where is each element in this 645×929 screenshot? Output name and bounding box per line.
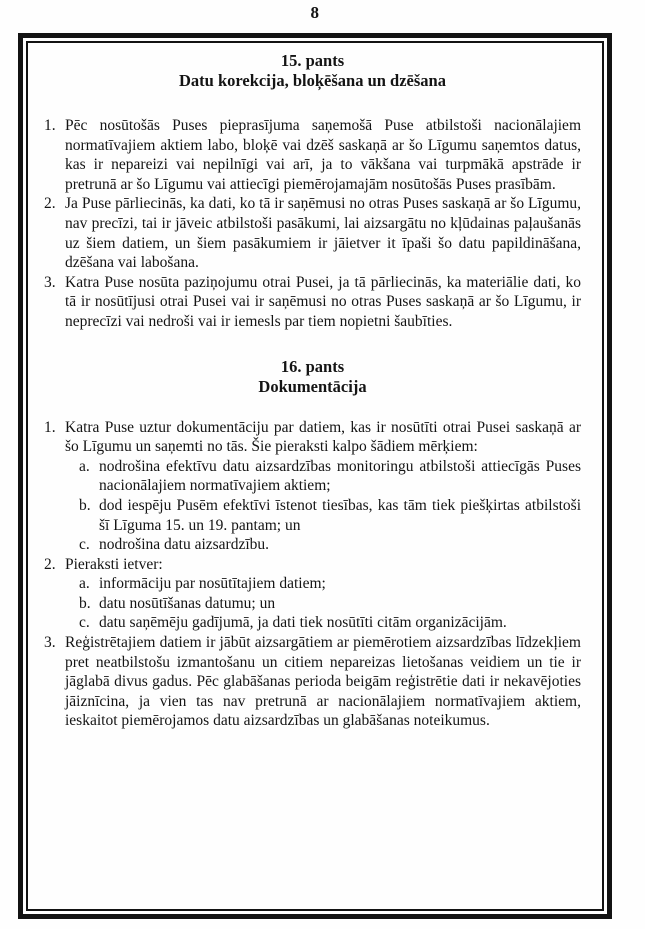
item-marker: 3. [44,273,56,291]
article-16-title: 16. pants [280,356,345,376]
subitem-marker: c. [79,536,90,554]
subitem-text: datu nosūtīšanas datumu; un [99,594,276,612]
item-body [65,418,581,555]
subitem-text: nodrošina datu aizsardzību. [99,536,270,554]
item-text: Katra Puse nosūta paziņojumu otrai Pusei, ja tā pārliecinās, ka materiālie dati, ko tā ir nosūtījusi otrai Pusei vai ir saņēmusi no otras Puses saskaņā ar šo Līgumu, ir neprecīzi vai nedroši vai ir iemesls par tiem nopietni šaubīties. [65,273,581,330]
article-16-heading [44,357,581,397]
article-16-subtitle: Dokumentācija [258,376,367,396]
subitem-text: dod iespēju Pusēm efektīvi īstenot tiesības, kas tām tiek piešķirtas atbilstoši šī Līguma 15. un 19. pantam; un [99,496,581,534]
item-text: Katra Puse uztur dokumentāciju par datiem, kas ir nosūtīti otrai Pusei saskaņā ar šo Līgumu un saņemti no tās. Šie pieraksti kalpo šādiem mērķiem: [65,418,581,456]
subitem-marker: c. [79,614,90,632]
document-frame-outer [18,33,612,919]
list-item [44,273,581,332]
item-body [65,116,581,194]
item-text: Ja Puse pārliecinās, ka dati, ko tā ir saņēmusi no otras Puses saskaņā ar šo Līgumu, nav precīzi, tai ir jāveic atbilstoši pasākumi, lai aizsargātu no kļūdainas paļaušanās uz šiem datiem, un šiem pasākumiem ir jāietver it īpaši šo datu papildināšana, dzēšana vai labošana. [65,195,581,272]
item-marker: 2. [44,555,56,573]
item-marker: 2. [44,195,56,213]
sub-list-item [79,613,581,633]
item-text: Pieraksti ietver: [65,555,163,573]
article-15-heading [44,51,581,91]
sub-list-item [79,457,581,496]
subitem-marker: a. [79,457,90,475]
list-item [44,194,581,272]
item-text: Reģistrētajiem datiem ir jābūt aizsargātiem ar piemērotiem aizsardzības līdzekļiem pret neatbilstošu izmantošanu un citiem nepareizas lietošanas veidiem un tie ir jāglabā divus gadus. Pēc glabāšanas perioda beigām reģistrētie dati ir nekavējoties jāiznīcina, ja vien tas nav pretrunā ar nacionālajiem normatīvajiem aktiem, ieskaitot piemērojamos datu aizsardzības un glabāšanas noteikumus. [65,634,581,730]
item-body [65,273,581,332]
subitem-marker: b. [79,594,91,612]
document-frame-inner [26,41,604,911]
list-item [44,116,581,194]
sub-list-item [79,574,581,594]
item-marker: 1. [44,117,56,134]
subitem-marker: a. [79,575,90,593]
article-15-section [44,51,581,332]
article-15-title: 15. pants [280,51,345,70]
sub-list-item [79,594,581,614]
article-16-section [44,357,581,732]
item-marker: 3. [44,634,56,652]
list-item [44,633,581,731]
sub-list-item [79,496,581,535]
subitem-marker: b. [79,496,91,514]
list-item [44,555,581,633]
list-item [44,418,581,555]
page-number: 8 [310,3,320,22]
item-text: Pēc nosūtošās Puses pieprasījuma saņemošā Puse atbilstoši nacionālajiem normatīvajiem aktiem labo, bloķē vai dzēš saskaņā ar šo Līgumu saņemtos datus, kas ir nepareizi vai nepilnīgi vai arī, ja to vākšana vai turpmākā apstrāde ir pretrunā ar šo Līgumu vai attiecīgi piemērojamajām nosūtošās Puses prasībām. [65,117,581,193]
item-body [65,194,581,272]
subitem-text: datu saņēmēju gadījumā, ja dati tiek nosūtīti citām organizācijām. [99,614,507,632]
subitem-text: nodrošina efektīvu datu aizsardzības monitoringu atbilstoši attiecīgās Puses nacionālajiem normatīvajiem aktiem; [99,457,581,495]
article-15-subtitle: Datu korekcija, bloķēšana un dzēšana [179,71,446,90]
subitem-text: informāciju par nosūtītajiem datiem; [99,575,326,593]
sub-list-item [79,535,581,555]
item-body [65,555,581,633]
item-marker: 1. [44,418,56,436]
item-body [65,633,581,731]
